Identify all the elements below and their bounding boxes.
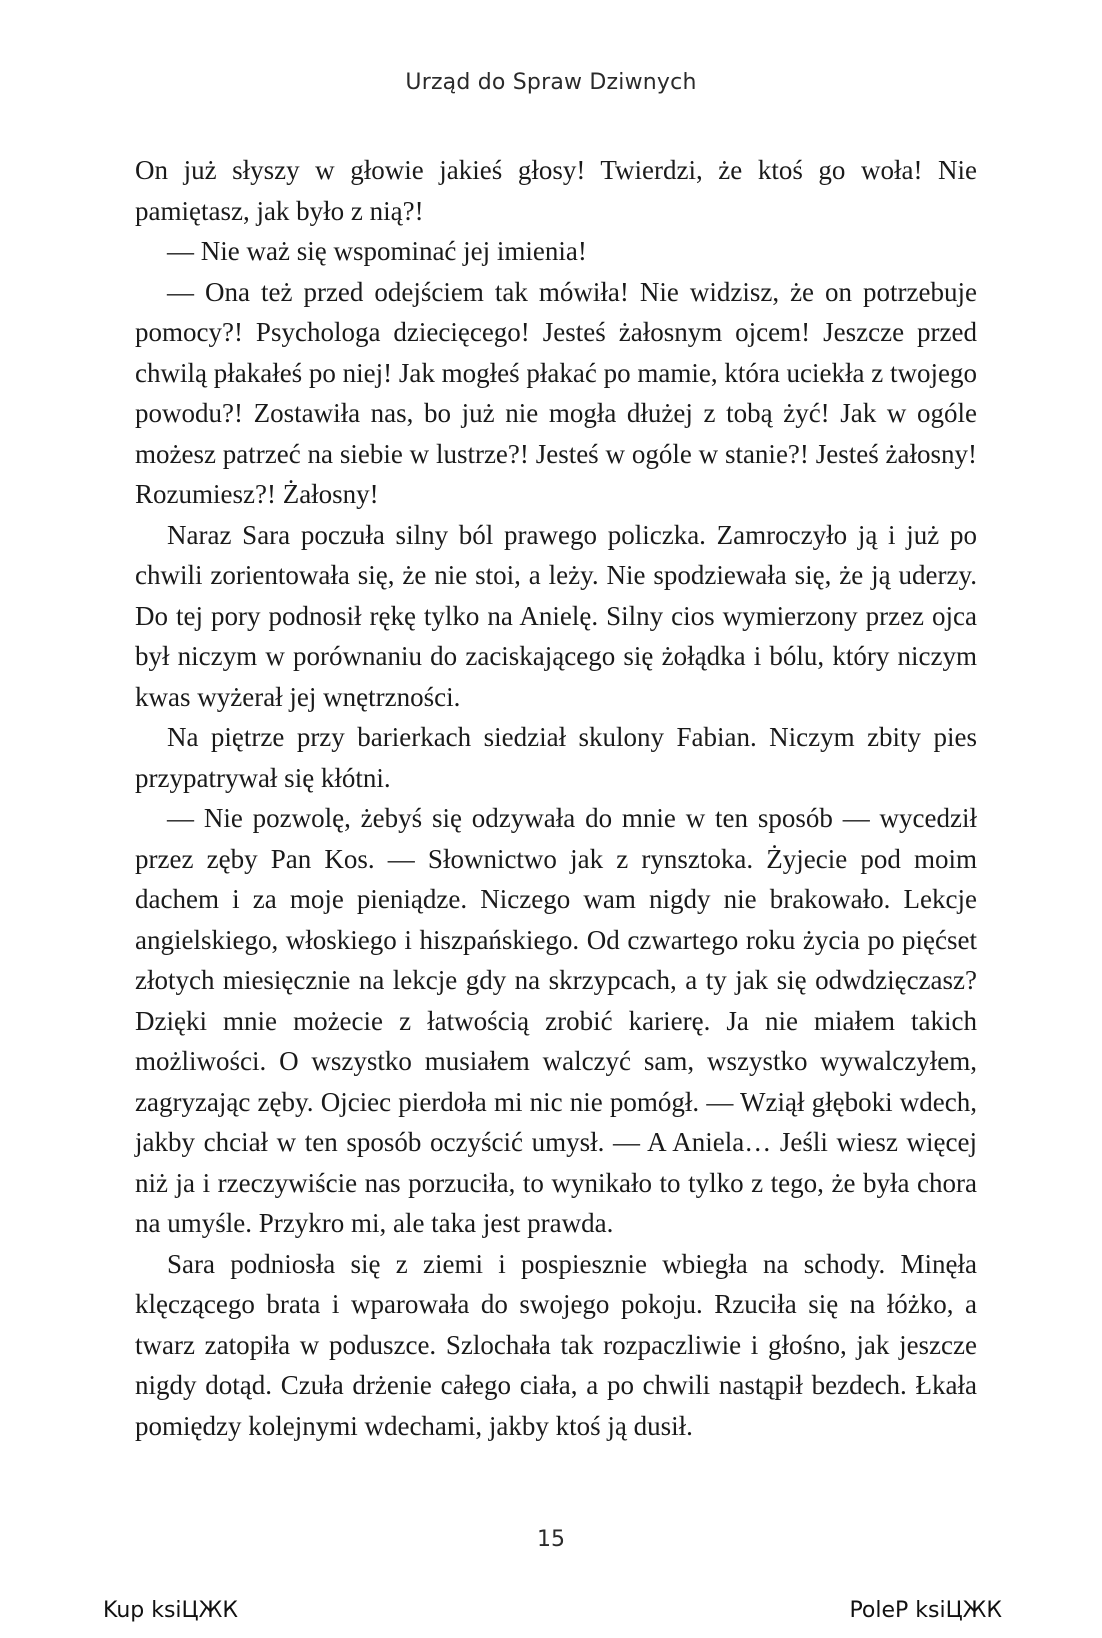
recommend-book-link[interactable]: PoleР ksiЦЖК [849, 1598, 1002, 1623]
paragraph: On już słyszy w głowie jakieś głosy! Twierdzi, że ktoś go woła! Nie pamiętasz, jak było z nią?! [135, 155, 977, 226]
running-title: Urząd do Spraw Dziwnych [405, 70, 697, 95]
paragraph: Na piętrze przy barierkach siedział skulony Fabian. Niczym zbity pies przypatrywał się kłótni. [135, 722, 977, 793]
page-body-text [135, 150, 977, 1446]
page-number: 15 [537, 1527, 565, 1552]
buy-book-link[interactable]: Kup ksiЦЖК [103, 1598, 238, 1623]
paragraph: — Ona też przed odejściem tak mówiła! Nie widzisz, że on potrzebuje pomocy?! Psychologa dziecięcego! Jesteś żałosnym ojcem! Jeszcze przed chwilą płakałeś po niej! Jak mogłeś płakać po mamie, która uciekła z twojego powodu?! Zostawiła nas, bo już nie mogła dłużej z tobą żyć! Jak w ogóle możesz patrzeć na siebie w lustrze?! Jesteś w ogóle w stanie?! Jesteś żałosny! Rozumiesz?! Żałosny! [135, 276, 977, 509]
paragraph: Naraz Sara poczuła silny ból prawego policzka. Zamroczyło ją i już po chwili zorientowała się, że nie stoi, a leży. Nie spodziewała się, że ją uderzy. Do tej pory podnosił rękę tylko na Anielę. Silny cios wymierzony przez ojca był niczym w porównaniu do zaciskającego się żołądka i bólu, który niczym kwas wyżerał jej wnętrzności. [135, 519, 977, 712]
paragraph: — Nie waż się wspominać jej imienia! [167, 236, 587, 266]
paragraph: — Nie pozwolę, żebyś się odzywała do mnie w ten sposób — wycedził przez zęby Pan Kos. — Słownictwo jak z rynsztoka. Żyjecie pod moim dachem i za moje pieniądze. Niczego wam nigdy nie brakowało. Lekcje angielskiego, włoskiego i hiszpańskiego. Od czwartego roku życia po pięćset złotych miesięcznie na lekcje gdy na skrzypcach, a ty jak się odwdzięczasz? Dzięki mnie możecie z łatwością zrobić karierę. Ja nie miałem takich możliwości. O wszystko musiałem walczyć sam, wszystko wywalczyłem, zagryzając zęby. Ojciec pierdoła mi nic nie pomógł. — Wziął głęboki wdech, jakby chciał w ten sposób oczyścić umysł. — A Aniela… Jeśli wiesz więcej niż ja i rzeczywiście nas porzuciła, to wynikało to tylko z tego, że była chora na umyśle. Przykro mi, ale taka jest prawda. [135, 803, 977, 1238]
paragraph: Sara podniosła się z ziemi i pospiesznie wbiegła na schody. Minęła klęczącego brata i wparowała do swojego pokoju. Rzuciła się na łóżko, a twarz zatopiła w poduszce. Szlochała tak rozpaczliwie i głośno, jak jeszcze nigdy dotąd. Czuła drżenie całego ciała, a po chwili nastąpił bezdech. Łkała pomiędzy kolejnymi wdechami, jakby ktoś ją dusił. [135, 1248, 977, 1441]
